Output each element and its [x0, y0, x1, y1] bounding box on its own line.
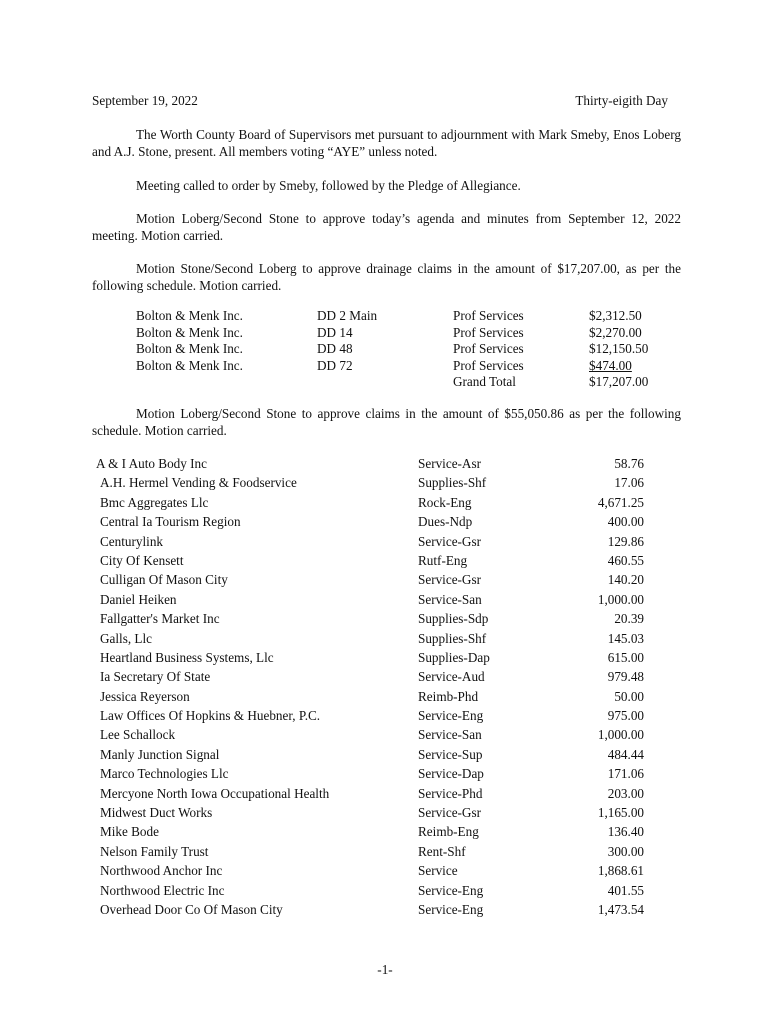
drainage-motion-paragraph: Motion Stone/Second Loberg to approve drainage claims in the amount of $17,207.00, as per the following schedule. Motion carried. [92, 261, 681, 293]
table-row [136, 308, 669, 325]
table-row [96, 822, 646, 841]
claim-vendor: Culligan Of Mason City [100, 572, 228, 588]
table-row [96, 473, 646, 492]
claim-amount: 1,165.00 [597, 805, 644, 821]
claim-category: Supplies-Sdp [418, 611, 489, 627]
table-row [96, 590, 646, 609]
claim-amount: 50.00 [614, 688, 644, 704]
drainage-claims-table [136, 308, 669, 391]
table-row [96, 706, 646, 725]
claim-vendor: Overhead Door Co Of Mason City [100, 901, 283, 917]
claim-amount: 401.55 [607, 882, 644, 898]
drainage-type: Prof Services [453, 308, 524, 323]
claim-category: Dues-Ndp [418, 514, 473, 530]
claim-amount: 17.06 [614, 475, 644, 491]
claim-category: Service-Sup [418, 746, 483, 762]
claim-vendor: Bmc Aggregates Llc [100, 494, 209, 510]
agenda-motion-paragraph: Motion Loberg/Second Stone to approve today’s agenda and minutes from September 12, 2022 meeting. Motion carried. [92, 211, 681, 243]
claim-category: Reimb-Phd [418, 688, 479, 704]
claim-amount: 140.20 [607, 572, 644, 588]
table-row [96, 881, 646, 900]
table-row [96, 842, 646, 861]
table-row [136, 341, 669, 358]
table-row [96, 629, 646, 648]
claim-vendor: Manly Junction Signal [100, 746, 220, 762]
claim-amount: 300.00 [607, 843, 644, 859]
table-row [96, 667, 646, 686]
claims-table [96, 454, 646, 919]
claim-vendor: Central Ia Tourism Region [100, 514, 241, 530]
meeting-day: Thirty-eigith Day [575, 93, 668, 108]
claim-category: Service-Aud [418, 669, 485, 685]
drainage-district: DD 48 [317, 341, 353, 357]
claim-category: Service-Eng [418, 882, 484, 898]
claim-category: Service-Eng [418, 708, 484, 724]
drainage-amount: $2,312.50 [589, 308, 642, 323]
attendance-paragraph: The Worth County Board of Supervisors met pursuant to adjournment with Mark Smeby, Enos Loberg and A.J. Stone, present. All members voting “AYE” unless noted. [92, 127, 681, 159]
claim-amount: 1,000.00 [597, 727, 644, 743]
claim-amount: 129.86 [607, 533, 644, 549]
page-number: -1- [377, 962, 393, 977]
table-row [96, 861, 646, 880]
drainage-vendor: Bolton & Menk Inc. [136, 324, 243, 340]
page-header [92, 93, 668, 109]
grand-total-label: Grand Total [453, 374, 516, 390]
table-row [96, 532, 646, 551]
table-row [96, 900, 646, 919]
meeting-date: September 19, 2022 [92, 93, 198, 108]
drainage-amount: $474.00 [589, 357, 632, 373]
table-row [136, 325, 669, 342]
claim-vendor: Law Offices Of Hopkins & Huebner, P.C. [100, 708, 321, 724]
drainage-vendor: Bolton & Menk Inc. [136, 357, 243, 373]
table-row [96, 803, 646, 822]
drainage-district: DD 72 [317, 357, 353, 373]
claim-vendor: Centurylink [100, 533, 164, 549]
claim-vendor: Northwood Electric Inc [100, 882, 225, 898]
claim-vendor: A & I Auto Body Inc [96, 456, 207, 471]
claim-vendor: Ia Secretary Of State [100, 669, 211, 685]
claim-amount: 145.03 [607, 630, 644, 646]
drainage-vendor: Bolton & Menk Inc. [136, 341, 243, 357]
claim-amount: 136.40 [607, 824, 644, 840]
table-row [96, 512, 646, 531]
claim-vendor: Lee Schallock [100, 727, 176, 743]
claim-amount: 20.39 [614, 611, 644, 627]
table-row [96, 551, 646, 570]
claim-vendor: Mike Bode [100, 824, 159, 840]
table-row [96, 648, 646, 667]
drainage-amount: $2,270.00 [589, 324, 642, 340]
claim-vendor: Marco Technologies Llc [100, 766, 229, 782]
grand-total-amount: $17,207.00 [589, 374, 649, 390]
claim-vendor: Galls, Llc [100, 630, 153, 646]
table-row [96, 784, 646, 803]
drainage-type: Prof Services [453, 341, 524, 357]
table-row [136, 358, 669, 375]
claim-category: Rock-Eng [418, 494, 472, 510]
claim-category: Service-Eng [418, 901, 484, 917]
claim-amount: 615.00 [607, 649, 644, 665]
claim-amount: 979.48 [607, 669, 644, 685]
grand-total-row [136, 374, 669, 391]
claim-vendor: Mercyone North Iowa Occupational Health [100, 785, 330, 801]
table-row [96, 745, 646, 764]
claim-category: Service-Asr [418, 456, 481, 471]
claim-category: Service-Phd [418, 785, 483, 801]
claim-amount: 400.00 [607, 514, 644, 530]
claim-vendor: A.H. Hermel Vending & Foodservice [100, 475, 297, 491]
table-row [96, 454, 646, 473]
claim-vendor: Nelson Family Trust [100, 843, 209, 859]
call-to-order-paragraph: Meeting called to order by Smeby, followed by the Pledge of Allegiance. [136, 178, 521, 193]
claim-amount: 460.55 [607, 552, 644, 568]
claim-amount: 1,000.00 [597, 591, 644, 607]
table-row [96, 725, 646, 744]
claim-amount: 1,473.54 [597, 901, 644, 917]
claim-category: Service-Dap [418, 766, 484, 782]
drainage-type: Prof Services [453, 324, 524, 340]
drainage-amount: $12,150.50 [589, 341, 649, 357]
claim-vendor: City Of Kensett [100, 552, 184, 568]
claim-amount: 171.06 [607, 766, 644, 782]
claim-category: Reimb-Eng [418, 824, 479, 840]
claim-vendor: Northwood Anchor Inc [100, 863, 223, 879]
claim-vendor: Midwest Duct Works [100, 805, 213, 821]
claim-category: Service-Gsr [418, 572, 481, 588]
claim-amount: 58.76 [614, 456, 644, 471]
claim-vendor: Daniel Heiken [100, 591, 177, 607]
claim-amount: 4,671.25 [597, 494, 644, 510]
claim-amount: 203.00 [607, 785, 644, 801]
claim-amount: 1,868.61 [597, 863, 644, 879]
claims-motion-paragraph: Motion Loberg/Second Stone to approve claims in the amount of $55,050.86 as per the following schedule. Motion carried. [92, 406, 681, 438]
claim-category: Supplies-Shf [418, 630, 487, 646]
claim-vendor: Heartland Business Systems, Llc [100, 649, 274, 665]
claim-category: Service-San [418, 727, 482, 743]
claim-vendor: Jessica Reyerson [100, 688, 190, 704]
claim-vendor: Fallgatter's Market Inc [100, 611, 220, 627]
drainage-type: Prof Services [453, 357, 524, 373]
claim-category: Supplies-Dap [418, 649, 490, 665]
table-row [96, 570, 646, 589]
claim-category: Supplies-Shf [418, 475, 487, 491]
drainage-district: DD 14 [317, 324, 353, 340]
claim-category: Service-Gsr [418, 533, 481, 549]
table-row [96, 609, 646, 628]
claim-category: Service [418, 863, 458, 879]
claim-amount: 484.44 [607, 746, 644, 762]
claim-category: Service-San [418, 591, 482, 607]
table-row [96, 764, 646, 783]
claim-category: Rent-Shf [418, 843, 466, 859]
drainage-vendor: Bolton & Menk Inc. [136, 308, 243, 323]
claim-amount: 975.00 [607, 708, 644, 724]
table-row [96, 493, 646, 512]
table-row [96, 687, 646, 706]
claim-category: Rutf-Eng [418, 552, 468, 568]
drainage-district: DD 2 Main [317, 308, 378, 323]
claim-category: Service-Gsr [418, 805, 481, 821]
